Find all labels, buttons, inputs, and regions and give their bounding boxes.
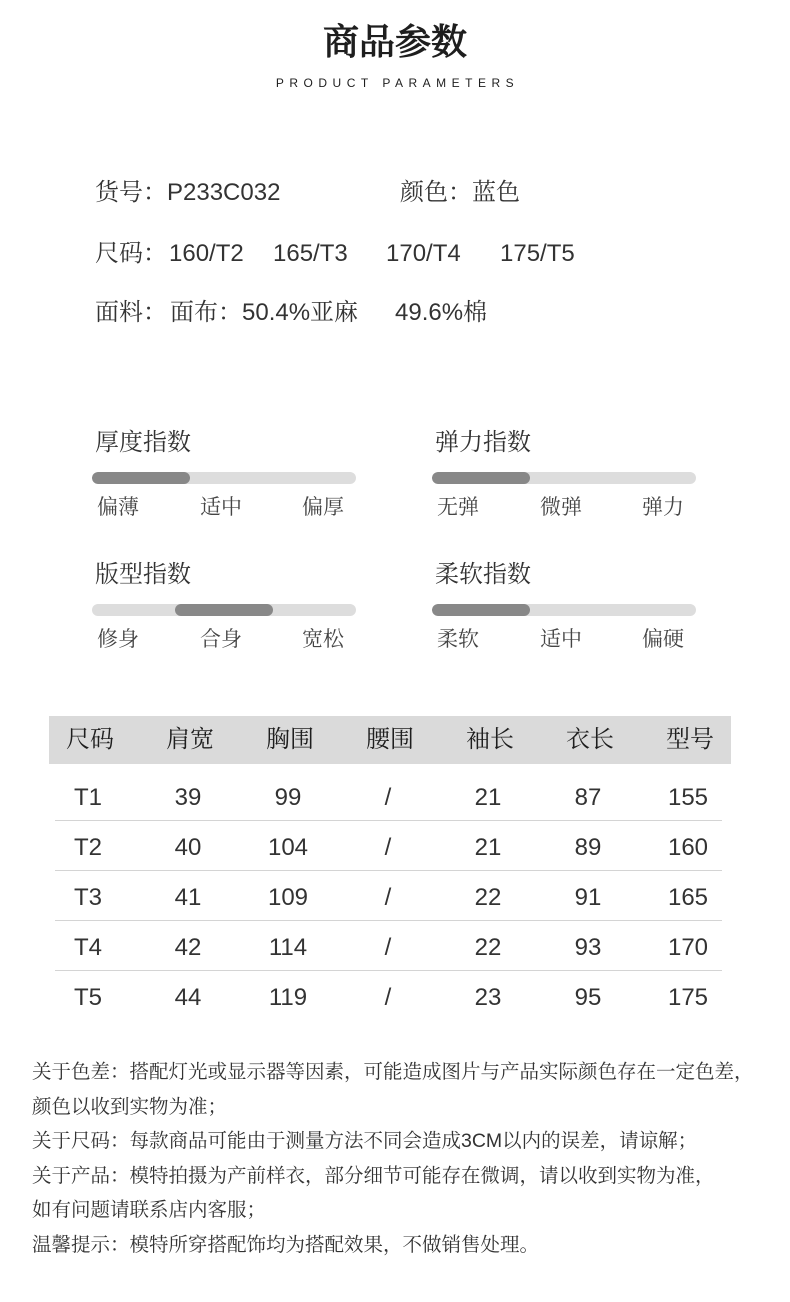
cell-waist: / bbox=[384, 884, 392, 911]
cell-model: 175 bbox=[667, 984, 709, 1011]
column-header-waist: 腰围 bbox=[366, 726, 414, 753]
cell-sleeve: 22 bbox=[474, 934, 502, 961]
cell-shoulder: 39 bbox=[174, 784, 202, 811]
note-product-sample: 关于产品：模特拍摄为产前样衣，部分细节可能存在微调，请以收到实物为准， bbox=[32, 1164, 715, 1187]
note-product-sample-continued: 如有问题请联系店内客服； bbox=[32, 1199, 267, 1222]
column-header-chest: 胸围 bbox=[266, 726, 314, 753]
fabric-value-cotton: 49.6%棉 bbox=[395, 299, 488, 326]
thickness-scale-label: 适中 bbox=[200, 496, 242, 519]
size-value: 160/T2 bbox=[169, 240, 244, 267]
thickness-index-title: 厚度指数 bbox=[95, 429, 191, 456]
color-value: 蓝色 bbox=[472, 179, 520, 206]
cell-model: 165 bbox=[667, 884, 709, 911]
cell-length: 93 bbox=[574, 934, 602, 961]
cell-model: 160 bbox=[667, 834, 709, 861]
page-title: 商品参数 bbox=[322, 21, 467, 62]
cell-length: 89 bbox=[574, 834, 602, 861]
size-value: 170/T4 bbox=[386, 240, 461, 267]
softness-index-title: 柔软指数 bbox=[435, 561, 531, 588]
cell-sleeve: 21 bbox=[474, 834, 502, 861]
softness-index bbox=[432, 560, 696, 660]
notes bbox=[32, 1055, 754, 1263]
note-size-tolerance: 关于尺码：每款商品可能由于测量方法不同会造成3CM以内的误差，请谅解； bbox=[32, 1130, 698, 1153]
cell-shoulder: 40 bbox=[174, 834, 202, 861]
cell-sleeve: 23 bbox=[474, 984, 502, 1011]
elasticity-level-fill bbox=[432, 472, 530, 484]
sku-label: 货号： bbox=[95, 179, 167, 206]
softness-level-fill bbox=[432, 604, 530, 616]
cell-sleeve: 22 bbox=[474, 884, 502, 911]
softness-scale-label: 柔软 bbox=[437, 628, 479, 651]
cell-size: T5 bbox=[73, 984, 102, 1011]
elasticity-scale-label: 无弹 bbox=[437, 496, 479, 519]
thickness-index bbox=[92, 428, 356, 528]
size-table-body bbox=[38, 771, 738, 1021]
cell-waist: / bbox=[384, 984, 392, 1011]
size-value: 175/T5 bbox=[500, 240, 575, 267]
cell-length: 87 bbox=[574, 784, 602, 811]
cell-chest: 104 bbox=[267, 834, 309, 861]
note-color-difference-continued: 颜色以收到实物为准； bbox=[32, 1095, 228, 1118]
cell-sleeve: 21 bbox=[474, 784, 502, 811]
thickness-scale-label: 偏薄 bbox=[97, 496, 139, 519]
color-row bbox=[400, 178, 520, 208]
column-header-model: 型号 bbox=[666, 726, 714, 753]
sku-row bbox=[95, 178, 280, 208]
softness-scale-label: 偏硬 bbox=[642, 628, 684, 651]
note-tip: 温馨提示：模特所穿搭配饰均为搭配效果，不做销售处理。 bbox=[32, 1233, 540, 1256]
thickness-scale-label: 偏厚 bbox=[302, 496, 344, 519]
cell-chest: 99 bbox=[274, 784, 302, 811]
cell-shoulder: 41 bbox=[174, 884, 202, 911]
softness-level-bar bbox=[432, 604, 696, 616]
cell-waist: / bbox=[384, 834, 392, 861]
page-subtitle: PRODUCT PARAMETERS bbox=[275, 76, 520, 90]
thickness-level-fill bbox=[92, 472, 190, 484]
note-color-difference: 关于色差：搭配灯光或显示器等因素，可能造成图片与产品实际颜色存在一定色差， bbox=[32, 1061, 754, 1083]
sku-value: P233C032 bbox=[167, 179, 281, 206]
softness-scale-label: 适中 bbox=[540, 628, 582, 651]
table-row bbox=[38, 821, 738, 871]
fabric-value-linen: 面布：50.4%亚麻 bbox=[170, 299, 359, 326]
table-row bbox=[38, 871, 738, 921]
fit-index bbox=[92, 560, 356, 660]
elasticity-level-bar bbox=[432, 472, 696, 484]
table-row bbox=[38, 971, 738, 1021]
thickness-level-bar bbox=[92, 472, 356, 484]
size-table-header bbox=[40, 716, 740, 764]
cell-shoulder: 44 bbox=[174, 984, 202, 1011]
fit-scale-label: 修身 bbox=[97, 628, 139, 651]
color-label: 颜色： bbox=[400, 179, 472, 206]
fabric-label: 面料： bbox=[95, 299, 167, 326]
cell-size: T4 bbox=[73, 934, 102, 961]
column-header-length: 衣长 bbox=[566, 726, 614, 753]
table-row bbox=[38, 771, 738, 821]
elasticity-scale-label: 微弹 bbox=[540, 496, 582, 519]
cell-chest: 114 bbox=[268, 934, 308, 961]
cell-model: 170 bbox=[667, 934, 709, 961]
column-header-sleeve: 袖长 bbox=[466, 726, 514, 753]
cell-waist: / bbox=[384, 784, 392, 811]
elasticity-scale-label: 弹力 bbox=[642, 496, 684, 519]
cell-shoulder: 42 bbox=[174, 934, 202, 961]
cell-size: T3 bbox=[73, 884, 102, 911]
fit-scale-label: 宽松 bbox=[302, 628, 344, 651]
elasticity-index bbox=[432, 428, 696, 528]
cell-chest: 109 bbox=[267, 884, 309, 911]
sizes-label: 尺码： bbox=[95, 240, 167, 267]
cell-length: 91 bbox=[574, 884, 602, 911]
column-header-shoulder: 肩宽 bbox=[166, 726, 214, 753]
column-header-size: 尺码 bbox=[66, 726, 114, 753]
table-row bbox=[38, 921, 738, 971]
cell-chest: 119 bbox=[268, 984, 308, 1011]
fit-scale-label: 合身 bbox=[200, 628, 242, 651]
cell-model: 155 bbox=[667, 784, 709, 811]
elasticity-index-title: 弹力指数 bbox=[435, 429, 531, 456]
cell-length: 95 bbox=[574, 984, 602, 1011]
fit-index-title: 版型指数 bbox=[95, 561, 191, 588]
fit-level-bar bbox=[92, 604, 356, 616]
size-value: 165/T3 bbox=[273, 240, 348, 267]
cell-size: T2 bbox=[73, 834, 102, 861]
fit-level-fill bbox=[175, 604, 273, 616]
cell-size: T1 bbox=[73, 784, 102, 811]
cell-waist: / bbox=[384, 934, 392, 961]
